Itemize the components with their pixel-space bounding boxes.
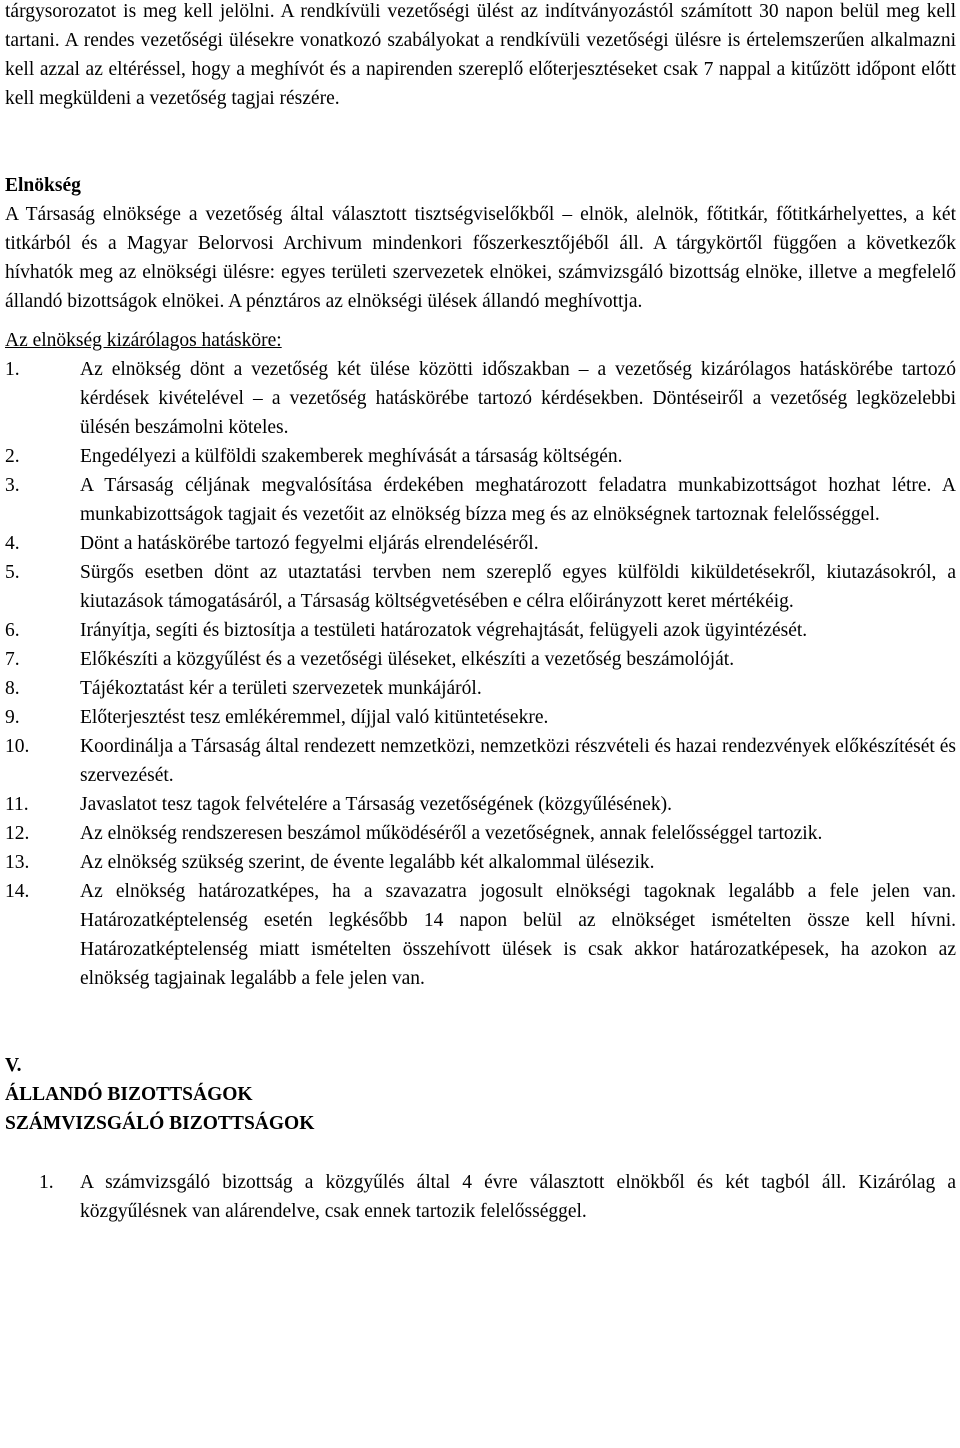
item-text: A Társaság céljának megvalósítása érdekében meghatározott feladatra munkabizottságot hozhat létre. A munkabizottságok tagjait és vezetőit az elnökség bízza meg és az elnökségnek tartoznak felelősséggel.: [80, 475, 956, 525]
list-item: [5, 732, 956, 790]
item-text: Az elnökség rendszeresen beszámol működéséről a vezetőségnek, annak felelősséggel tartozik.: [80, 823, 823, 844]
list-item: [5, 529, 956, 558]
list-item: [5, 1168, 956, 1226]
item-number: 9.: [5, 707, 20, 728]
section-title: ÁLLANDÓ BIZOTTSÁGOK: [5, 1084, 253, 1105]
document-page: [5, 0, 956, 1226]
hataskor-list: [5, 355, 956, 993]
item-text: Tájékoztatást kér a területi szervezetek munkájáról.: [80, 678, 482, 699]
list-item: [5, 674, 956, 703]
item-text: Koordinálja a Társaság által rendezett nemzetközi, nemzetközi részvételi és hazai rendezvények előkészítését és szervezését.: [80, 736, 956, 786]
item-number: 12.: [5, 823, 30, 844]
item-text: Dönt a hatáskörébe tartozó fegyelmi eljárás elrendeléséről.: [80, 533, 539, 554]
list-item: [5, 703, 956, 732]
elnokseg-heading: Elnökség: [5, 175, 81, 196]
item-number: 13.: [5, 852, 30, 873]
intro-paragraph: tárgysorozatot is meg kell jelölni. A rendkívüli vezetőségi ülést az indítványozástól számított 30 napon belül meg kell tartani. A rendes vezetőségi ülésekre vonatkozó szabályokat a rendkívüli vezetőségi ülésre is értelemszerűen alkalmazni kell azzal az eltéréssel, hogy a meghívót és a napirenden szereplő előterjesztéseket csak 7 nappal a kitűzött időpont előtt kell megküldeni a vezetőség tagjai részére.: [5, 1, 956, 109]
section-number: V.: [5, 1055, 22, 1076]
item-text: Sürgős esetben dönt az utaztatási tervben nem szereplő egyes külföldi kiküldetésekről, kiutazásokról, a kiutazások támogatásáról, a Társaság költségvetésében e célra előirányzott keret mértékéig.: [80, 562, 956, 612]
item-number: 11.: [5, 794, 29, 815]
list-item: [5, 645, 956, 674]
item-number: 3.: [5, 475, 20, 496]
item-text: A számvizsgáló bizottság a közgyűlés által 4 évre választott elnökből és két tagból áll. Kizárólag a közgyűlésnek van alárendelve, csak ennek tartozik felelősséggel.: [80, 1172, 956, 1222]
item-number: 1.: [5, 359, 20, 380]
elnokseg-paragraph: A Társaság elnöksége a vezetőség által választott tisztségviselőkből – elnök, alelnök, főtitkár, főtitkárhelyettes, a két titkárból és a Magyar Belorvosi Archivum mindenkori főszerkesztőjéből áll. A tárgykörtől függően a következők hívhatók meg az elnökségi ülésre: egyes területi szervezetek elnökei, számvizsgáló bizottság elnöke, illetve a megfelelő állandó bizottságok elnökei. A pénztáros az elnökségi ülések állandó meghívottja.: [5, 204, 956, 312]
list-item: [5, 616, 956, 645]
list-item: [5, 355, 956, 442]
list-item: [5, 819, 956, 848]
item-text: Irányítja, segíti és biztosítja a testületi határozatok végrehajtását, felügyeli azok ügyintézését.: [80, 620, 808, 641]
item-number: 1.: [39, 1172, 54, 1193]
item-text: Javaslatot tesz tagok felvételére a Társaság vezetőségének (közgyűlésének).: [80, 794, 672, 815]
item-text: Előkészíti a közgyűlést és a vezetőségi üléseket, elkészíti a vezetőség beszámolóját.: [80, 649, 735, 670]
item-number: 8.: [5, 678, 20, 699]
item-text: Az elnökség határozatképes, ha a szavazatra jogosult elnökségi tagoknak legalább a fele jelen van. Határozatképtelenség esetén legkésőbb 14 napon belül az elnökséget ismételten össze kell hívni. Határozatképtelenség miatt ismételten összehívott ülések is csak akkor határozatképesek, ha azokon az elnökség tagjainak legalább a fele jelen van.: [80, 881, 956, 989]
item-number: 5.: [5, 562, 20, 583]
szamvizsgalo-list: [5, 1168, 956, 1226]
item-number: 4.: [5, 533, 20, 554]
item-text: Előterjesztést tesz emlékéremmel, díjjal való kitüntetésekre.: [80, 707, 549, 728]
item-text: Engedélyezi a külföldi szakemberek meghívását a társaság költségén.: [80, 446, 623, 467]
item-number: 10.: [5, 736, 30, 757]
list-item: [5, 848, 956, 877]
list-item: [5, 877, 956, 993]
list-item: [5, 558, 956, 616]
list-item: [5, 442, 956, 471]
item-number: 7.: [5, 649, 20, 670]
item-number: 2.: [5, 446, 20, 467]
item-text: Az elnökség szükség szerint, de évente legalább két alkalommal ülésezik.: [80, 852, 655, 873]
list-item: [5, 471, 956, 529]
section-subtitle: SZÁMVIZSGÁLÓ BIZOTTSÁGOK: [5, 1113, 315, 1134]
item-number: 6.: [5, 620, 20, 641]
list-item: [5, 790, 956, 819]
item-text: Az elnökség dönt a vezetőség két ülése közötti időszakban – a vezetőség kizárólagos hatáskörébe tartozó kérdések kivételével – a vezetőség hatáskörébe tartozó kérdésekben. Döntéseiről a vezetőség legközelebbi ülésén beszámolni köteles.: [80, 359, 956, 438]
hataskor-subheading: Az elnökség kizárólagos hatásköre:: [5, 330, 282, 351]
item-number: 14.: [5, 881, 30, 902]
